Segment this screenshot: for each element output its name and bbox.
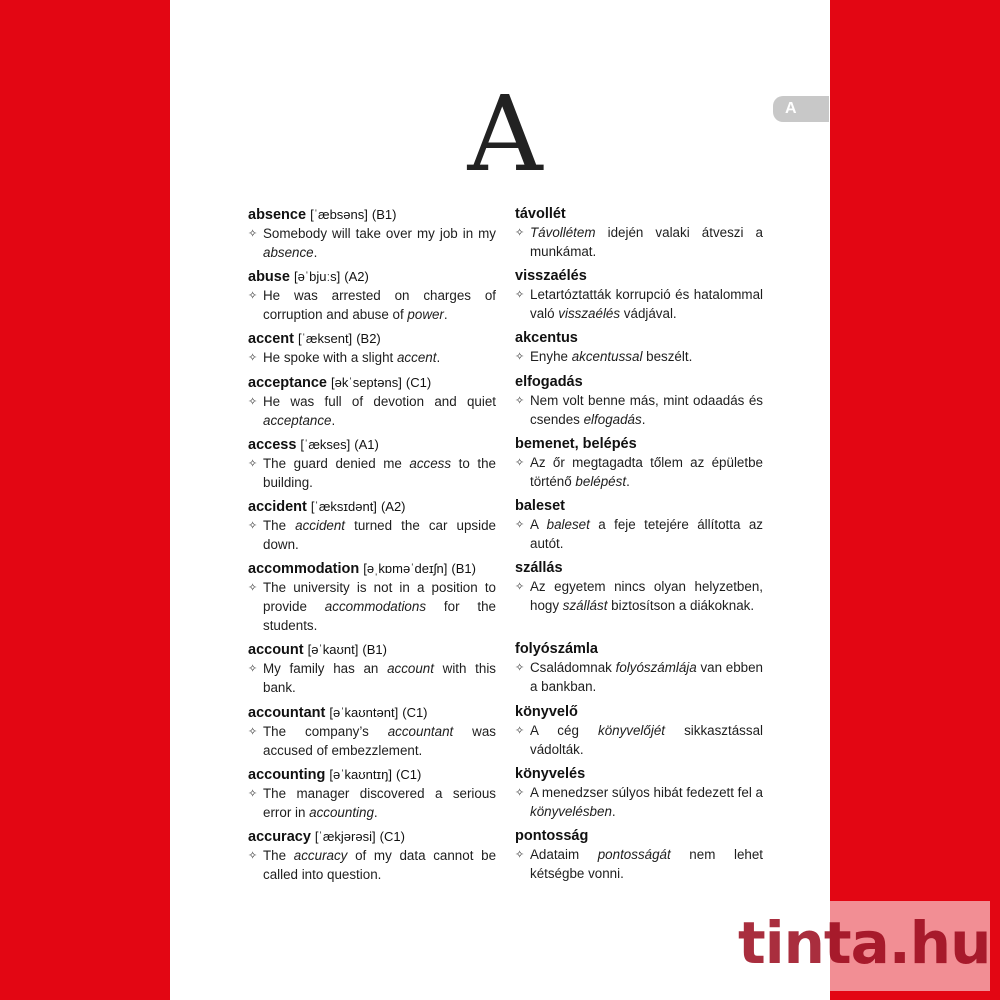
- hungarian-entry: [515, 497, 763, 554]
- example-text: The company’s accountant was accused of embezzlement.: [263, 724, 496, 758]
- sparkle-icon: ✧: [515, 395, 525, 407]
- sparkle-icon: ✧: [248, 290, 258, 302]
- example-text: The accuracy of my data cannot be called into question.: [263, 848, 497, 882]
- hungarian-entry: [515, 640, 763, 697]
- english-entry: [248, 765, 496, 823]
- example-text: He was full of devotion and quiet acceptance.: [263, 394, 496, 428]
- section-tab[interactable]: A: [773, 96, 829, 122]
- sparkle-icon: ✧: [248, 396, 258, 408]
- sparkle-icon: ✧: [248, 228, 258, 240]
- example-sentence: [515, 392, 763, 430]
- sparkle-icon: ✧: [515, 457, 525, 469]
- example-text: The manager discovered a serious error in accounting.: [263, 786, 496, 820]
- sparkle-icon: ✧: [248, 520, 258, 532]
- hungarian-entry: [515, 373, 763, 430]
- level-badge: (C1): [379, 829, 405, 844]
- pronunciation: [ˈæksent]: [297, 331, 353, 346]
- example-text: Enyhe akcentussal beszélt.: [530, 349, 693, 364]
- pronunciation: [əˈbjuːs]: [293, 269, 341, 284]
- sparkle-icon: ✧: [515, 725, 525, 737]
- entry-head: [248, 267, 496, 287]
- level-badge: (B2): [356, 331, 381, 346]
- example-sentence: [248, 455, 496, 493]
- hungarian-entry: [515, 435, 763, 492]
- entry-head: [515, 373, 763, 392]
- entry-head: [515, 497, 763, 516]
- example-text: The accident turned the car upside down.: [263, 518, 496, 552]
- headword: akcentus: [515, 330, 578, 346]
- headword: folyószámla: [515, 641, 598, 657]
- hungarian-entry: [515, 329, 763, 367]
- sparkle-icon: ✧: [515, 289, 525, 301]
- english-entry: [248, 640, 496, 698]
- entry-head: [515, 205, 763, 224]
- pronunciation: [ˈæksɪdənt]: [310, 499, 377, 514]
- headword: accountant: [248, 705, 326, 721]
- headword: accuracy: [248, 829, 311, 845]
- headword: accent: [248, 331, 294, 347]
- example-sentence: [248, 393, 496, 431]
- pronunciation: [əˈkaʊnt]: [307, 642, 359, 657]
- headword: account: [248, 642, 304, 658]
- entry-head: [515, 765, 763, 784]
- example-sentence: [515, 578, 763, 616]
- english-entry: [248, 435, 496, 493]
- headword: elfogadás: [515, 374, 583, 390]
- example-sentence: [515, 846, 763, 884]
- sparkle-icon: ✧: [515, 849, 525, 861]
- sparkle-icon: ✧: [248, 850, 258, 862]
- entry-head: [248, 373, 496, 393]
- english-entry: [248, 559, 496, 635]
- headword: absence: [248, 207, 307, 223]
- example-sentence: [248, 785, 496, 823]
- pronunciation: [ˈækses]: [300, 437, 351, 452]
- headword: visszaélés: [515, 268, 587, 284]
- level-badge: (A2): [380, 499, 406, 514]
- entry-head: [248, 640, 496, 660]
- level-badge: (A1): [354, 437, 379, 452]
- example-sentence: [515, 286, 763, 324]
- english-entry: [248, 497, 496, 555]
- example-sentence: [248, 847, 496, 885]
- pronunciation: [əˌkɒməˈdeɪʃn]: [363, 561, 448, 576]
- hungarian-entry: [515, 267, 763, 324]
- headword: access: [248, 437, 297, 453]
- headword: távollét: [515, 206, 566, 222]
- hungarian-entry: [515, 765, 763, 822]
- entry-head: [248, 497, 496, 517]
- sparkle-icon: ✧: [515, 662, 525, 674]
- headword: acceptance: [248, 375, 327, 391]
- example-text: The guard denied me access to the building.: [263, 456, 496, 490]
- entry-head: [248, 435, 496, 455]
- entry-head: [248, 205, 496, 225]
- entry-head: [248, 703, 496, 723]
- example-sentence: [248, 660, 496, 698]
- entry-head: [515, 827, 763, 846]
- entry-head: [248, 559, 496, 579]
- example-text: Adataim pontosságát nem lehet kétségbe vonni.: [530, 847, 764, 881]
- level-badge: (B1): [451, 561, 476, 576]
- example-text: He was arrested on charges of corruption and abuse of power.: [263, 288, 496, 322]
- example-text: Somebody will take over my job in my absence.: [263, 226, 496, 260]
- english-entry: [248, 827, 496, 885]
- level-badge: (B1): [362, 642, 387, 657]
- sparkle-icon: ✧: [515, 519, 525, 531]
- english-entry: [248, 205, 496, 263]
- headword: bemenet, belépés: [515, 436, 637, 452]
- example-sentence: [248, 225, 496, 263]
- pronunciation: [əˈkaʊntɪŋ]: [329, 767, 392, 782]
- pronunciation: [ˈækjərəsi]: [314, 829, 376, 844]
- example-text: Távollétem idején valaki átveszi a munkámat.: [530, 225, 763, 259]
- english-entry: [248, 703, 496, 761]
- entry-head: [515, 435, 763, 454]
- entry-head: [515, 559, 763, 578]
- level-badge: (A2): [344, 269, 369, 284]
- sparkle-icon: ✧: [515, 581, 525, 593]
- hungarian-entry: [515, 703, 763, 760]
- example-sentence: [248, 723, 496, 761]
- level-badge: (C1): [405, 375, 432, 390]
- example-text: The university is not in a position to provide accommodations for the students.: [263, 580, 497, 633]
- example-text: A baleset a feje tetejére állította az autót.: [530, 517, 763, 551]
- example-sentence: [515, 454, 763, 492]
- example-sentence: [515, 516, 763, 554]
- example-sentence: [515, 659, 763, 697]
- entry-head: [515, 640, 763, 659]
- example-sentence: [248, 579, 496, 635]
- sparkle-icon: ✧: [515, 227, 525, 239]
- example-text: A cég könyvelőjét sikkasztással vádolták.: [530, 723, 763, 757]
- hungarian-entry: [515, 827, 763, 884]
- sparkle-icon: ✧: [248, 788, 258, 800]
- example-sentence: [248, 287, 496, 325]
- pronunciation: [ˈæbsəns]: [310, 207, 368, 222]
- example-sentence: [515, 784, 763, 822]
- example-text: He spoke with a slight accent.: [263, 350, 441, 365]
- example-text: Letartóztatták korrupció és hatalommal való visszaélés vádjával.: [530, 287, 763, 321]
- headword: könyvelő: [515, 704, 578, 720]
- example-text: Az egyetem nincs olyan helyzetben, hogy szállást biztosítson a diákoknak.: [530, 579, 763, 613]
- example-text: Családomnak folyószámlája van ebben a bankban.: [530, 660, 764, 694]
- entry-head: [248, 329, 496, 349]
- headword: accident: [248, 499, 307, 515]
- entry-head: [248, 765, 496, 785]
- example-text: Az őr megtagadta tőlem az épületbe történő belépést.: [530, 455, 763, 489]
- sparkle-icon: ✧: [248, 582, 258, 594]
- watermark-text: tinta.hu: [738, 909, 991, 977]
- sparkle-icon: ✧: [248, 663, 258, 675]
- example-text: My family has an account with this bank.: [263, 661, 496, 695]
- sparkle-icon: ✧: [515, 787, 525, 799]
- english-entry: [248, 373, 496, 431]
- sparkle-icon: ✧: [248, 458, 258, 470]
- hungarian-entry: [515, 205, 763, 262]
- english-entry: [248, 267, 496, 325]
- example-sentence: [515, 348, 763, 367]
- pronunciation: [əkˈseptəns]: [331, 375, 402, 390]
- section-letter: A: [467, 73, 543, 195]
- entry-head: [515, 703, 763, 722]
- example-text: A menedzser súlyos hibát fedezett fel a könyvelésben.: [530, 785, 763, 819]
- pronunciation: [əˈkaʊntənt]: [329, 705, 399, 720]
- example-sentence: [248, 517, 496, 555]
- english-entry: [248, 329, 496, 368]
- headword: pontosság: [515, 828, 589, 844]
- entry-head: [515, 329, 763, 348]
- entry-head: [515, 267, 763, 286]
- example-sentence: [515, 722, 763, 760]
- level-badge: (C1): [396, 767, 422, 782]
- level-badge: (C1): [402, 705, 428, 720]
- hungarian-entry: [515, 559, 763, 616]
- sparkle-icon: ✧: [248, 726, 258, 738]
- headword: abuse: [248, 269, 290, 285]
- headword: szállás: [515, 560, 563, 576]
- example-sentence: [248, 349, 496, 368]
- level-badge: (B1): [371, 207, 397, 222]
- headword: accommodation: [248, 561, 360, 577]
- example-text: Nem volt benne más, mint odaadás és csendes elfogadás.: [530, 393, 763, 427]
- sparkle-icon: ✧: [515, 351, 525, 363]
- sparkle-icon: ✧: [248, 352, 258, 364]
- entry-head: [248, 827, 496, 847]
- headword: könyvelés: [515, 766, 586, 782]
- example-sentence: [515, 224, 763, 262]
- headword: accounting: [248, 767, 326, 783]
- headword: baleset: [515, 498, 565, 514]
